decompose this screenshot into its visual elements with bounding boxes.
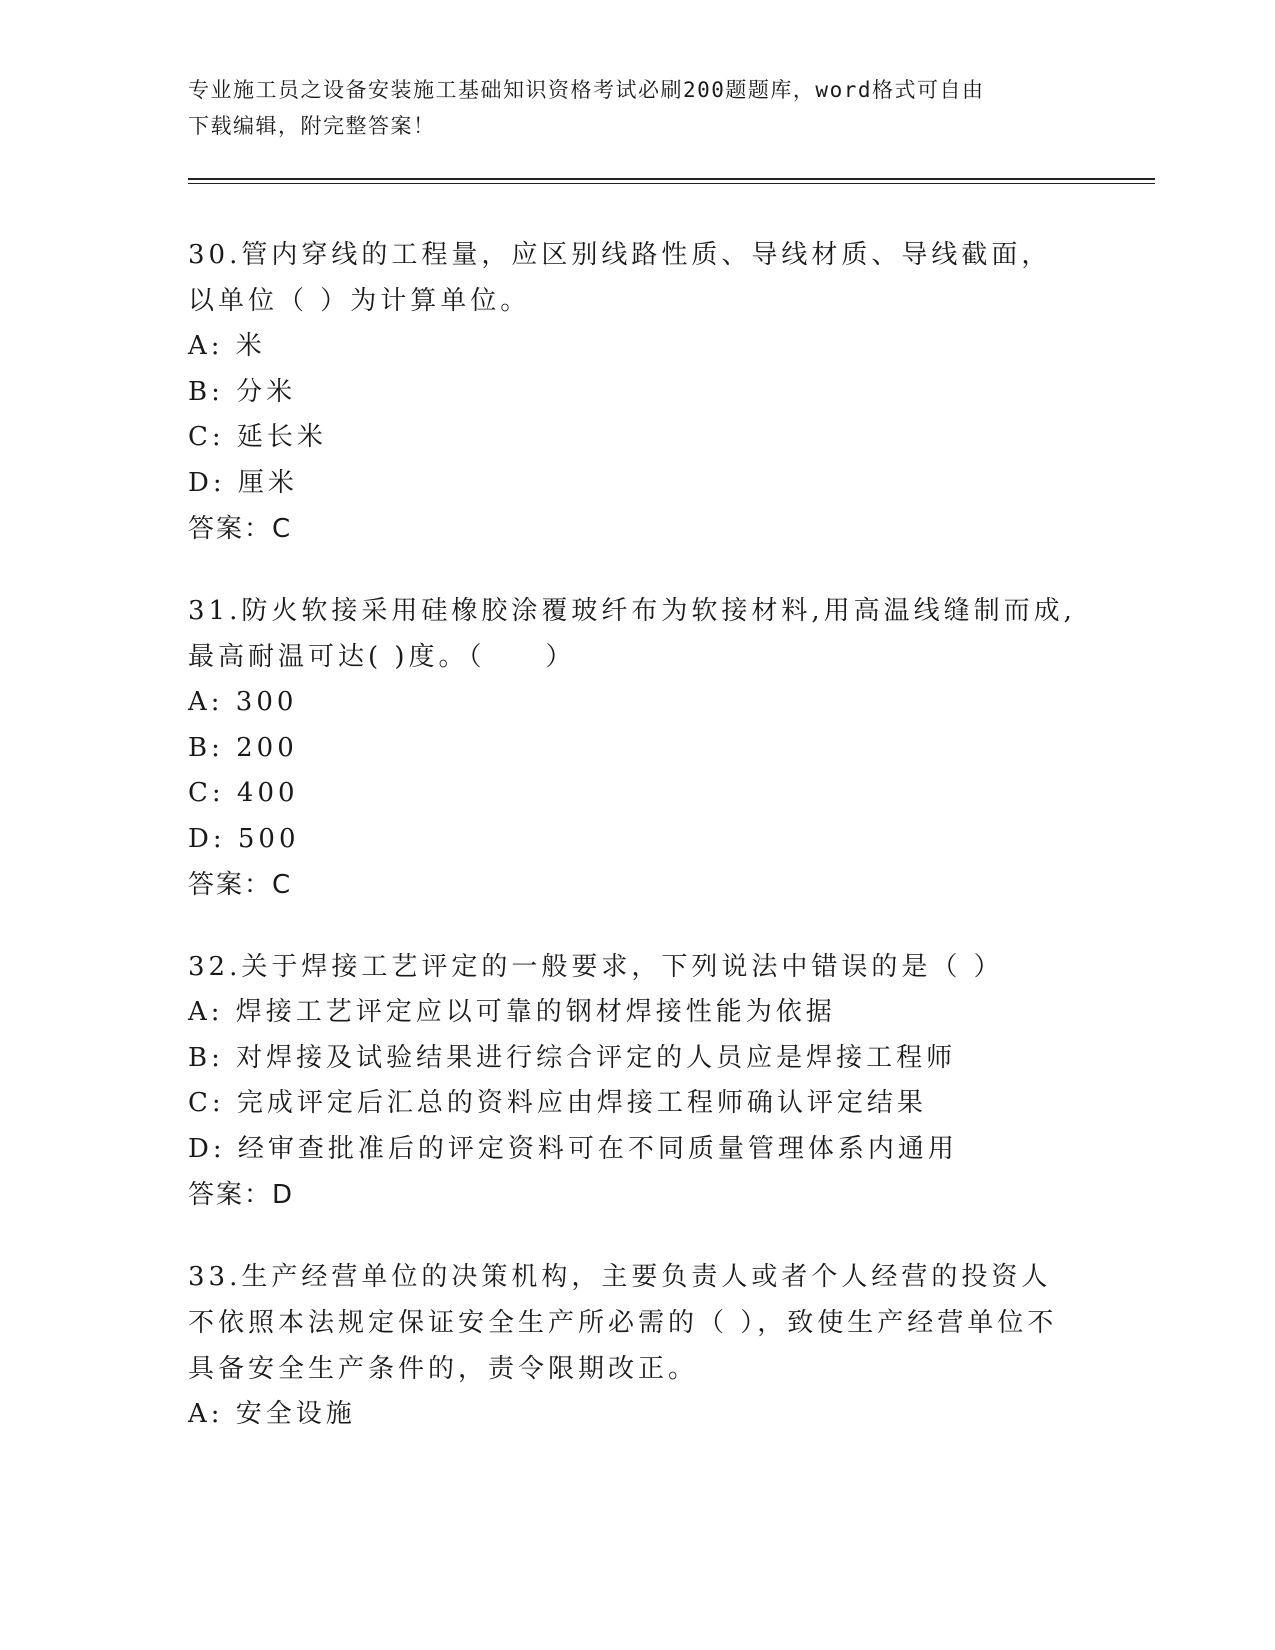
- option-c: C: 完成评定后汇总的资料应由焊接工程师确认评定结果: [188, 1088, 927, 1118]
- header-line-1: 专业施工员之设备安装施工基础知识资格考试必刷200题题库，word格式可自由: [188, 78, 985, 102]
- header-divider: [188, 178, 1155, 180]
- question-stem: 31.防火软接采用硅橡胶涂覆玻纤布为软接材料,用高温线缝制而成,最高耐温可达( )度。（ ）: [188, 596, 1076, 672]
- answer: 答案：D: [188, 1180, 295, 1210]
- question-33: [188, 1254, 1078, 1438]
- question-30: [188, 232, 1078, 552]
- option-b: B: 200: [188, 732, 298, 763]
- option-a: A: 焊接工艺评定应以可靠的钢材焊接性能为依据: [188, 997, 836, 1027]
- question-list: [188, 232, 1078, 1474]
- option-a: A: 安全设施: [188, 1399, 356, 1429]
- question-stem: 30.管内穿线的工程量，应区别线路性质、导线材质、导线截面，以单位（ ）为计算单位。: [188, 240, 1052, 316]
- option-d: D: 500: [188, 823, 300, 854]
- option-b: B: 分米: [188, 376, 297, 407]
- question-32: [188, 944, 1078, 1218]
- option-b: B: 对焊接及试验结果进行综合评定的人员应是焊接工程师: [188, 1042, 957, 1073]
- header-divider-thin: [188, 183, 1155, 184]
- question-stem: 33.生产经营单位的决策机构，主要负责人或者个人经营的投资人不依照本法规定保证安全生产所必需的（ ），致使生产经营单位不具备安全生产条件的，责令限期改正。: [188, 1262, 1058, 1384]
- document-header: [188, 72, 1068, 144]
- question-stem: 32.关于焊接工艺评定的一般要求，下列说法中错误的是（ ）: [188, 952, 1004, 982]
- question-31: [188, 588, 1078, 908]
- answer: 答案：C: [188, 514, 293, 544]
- option-a: A: 300: [188, 687, 298, 717]
- option-c: C: 400: [188, 778, 299, 808]
- option-a: A: 米: [188, 331, 266, 361]
- answer: 答案：C: [188, 870, 293, 900]
- option-c: C: 延长米: [188, 422, 327, 452]
- header-line-2: 下载编辑，附完整答案！: [188, 114, 436, 138]
- option-d: D: 厘米: [188, 467, 298, 498]
- option-d: D: 经审查批准后的评定资料可在不同质量管理体系内通用: [188, 1133, 958, 1164]
